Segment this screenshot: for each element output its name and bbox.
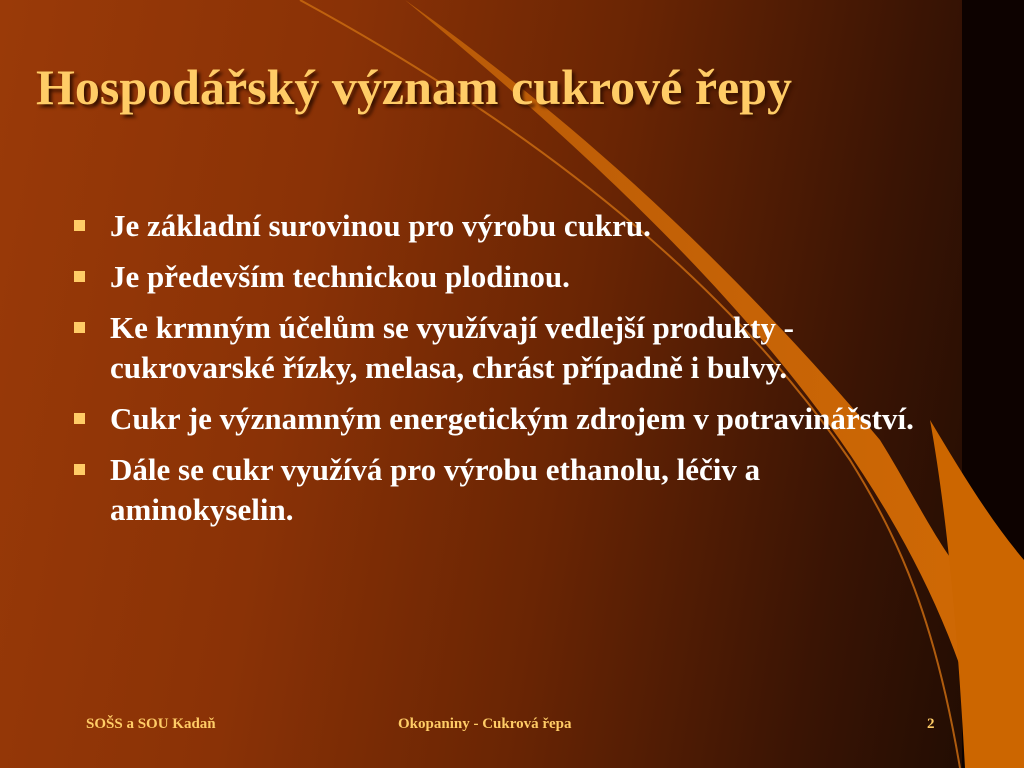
bullet-text-3: Ke krmným účelům se využívají vedlejší produkty - cukrovarské řízky, melasa, chrást případně i bulvy. (110, 310, 794, 385)
bullet-list (72, 206, 922, 541)
bullet-text-4: Cukr je významným energetickým zdrojem v potravinářství. (110, 401, 914, 436)
slide-number: 2 (927, 716, 935, 732)
bullet-item-5 (72, 450, 922, 530)
square-bullet-icon (74, 271, 85, 282)
slide-title: Hospodářský význam cukrové řepy (36, 59, 793, 115)
footer-topic: Okopaniny - Cukrová řepa (398, 716, 572, 732)
bullet-text-1: Je základní surovinou pro výrobu cukru. (110, 208, 651, 243)
square-bullet-icon (74, 464, 85, 475)
square-bullet-icon (74, 220, 85, 231)
square-bullet-icon (74, 413, 85, 424)
bullet-item-4 (72, 399, 922, 439)
bullet-text-5: Dále se cukr využívá pro výrobu ethanolu, léčiv a aminokyselin. (110, 452, 761, 527)
square-bullet-icon (74, 322, 85, 333)
bullet-text-2: Je především technickou plodinou. (110, 259, 570, 294)
footer-school-name: SOŠS a SOU Kadaň (86, 716, 216, 732)
bullet-item-2 (72, 257, 922, 297)
bullet-item-3 (72, 308, 922, 388)
bullet-item-1 (72, 206, 922, 246)
